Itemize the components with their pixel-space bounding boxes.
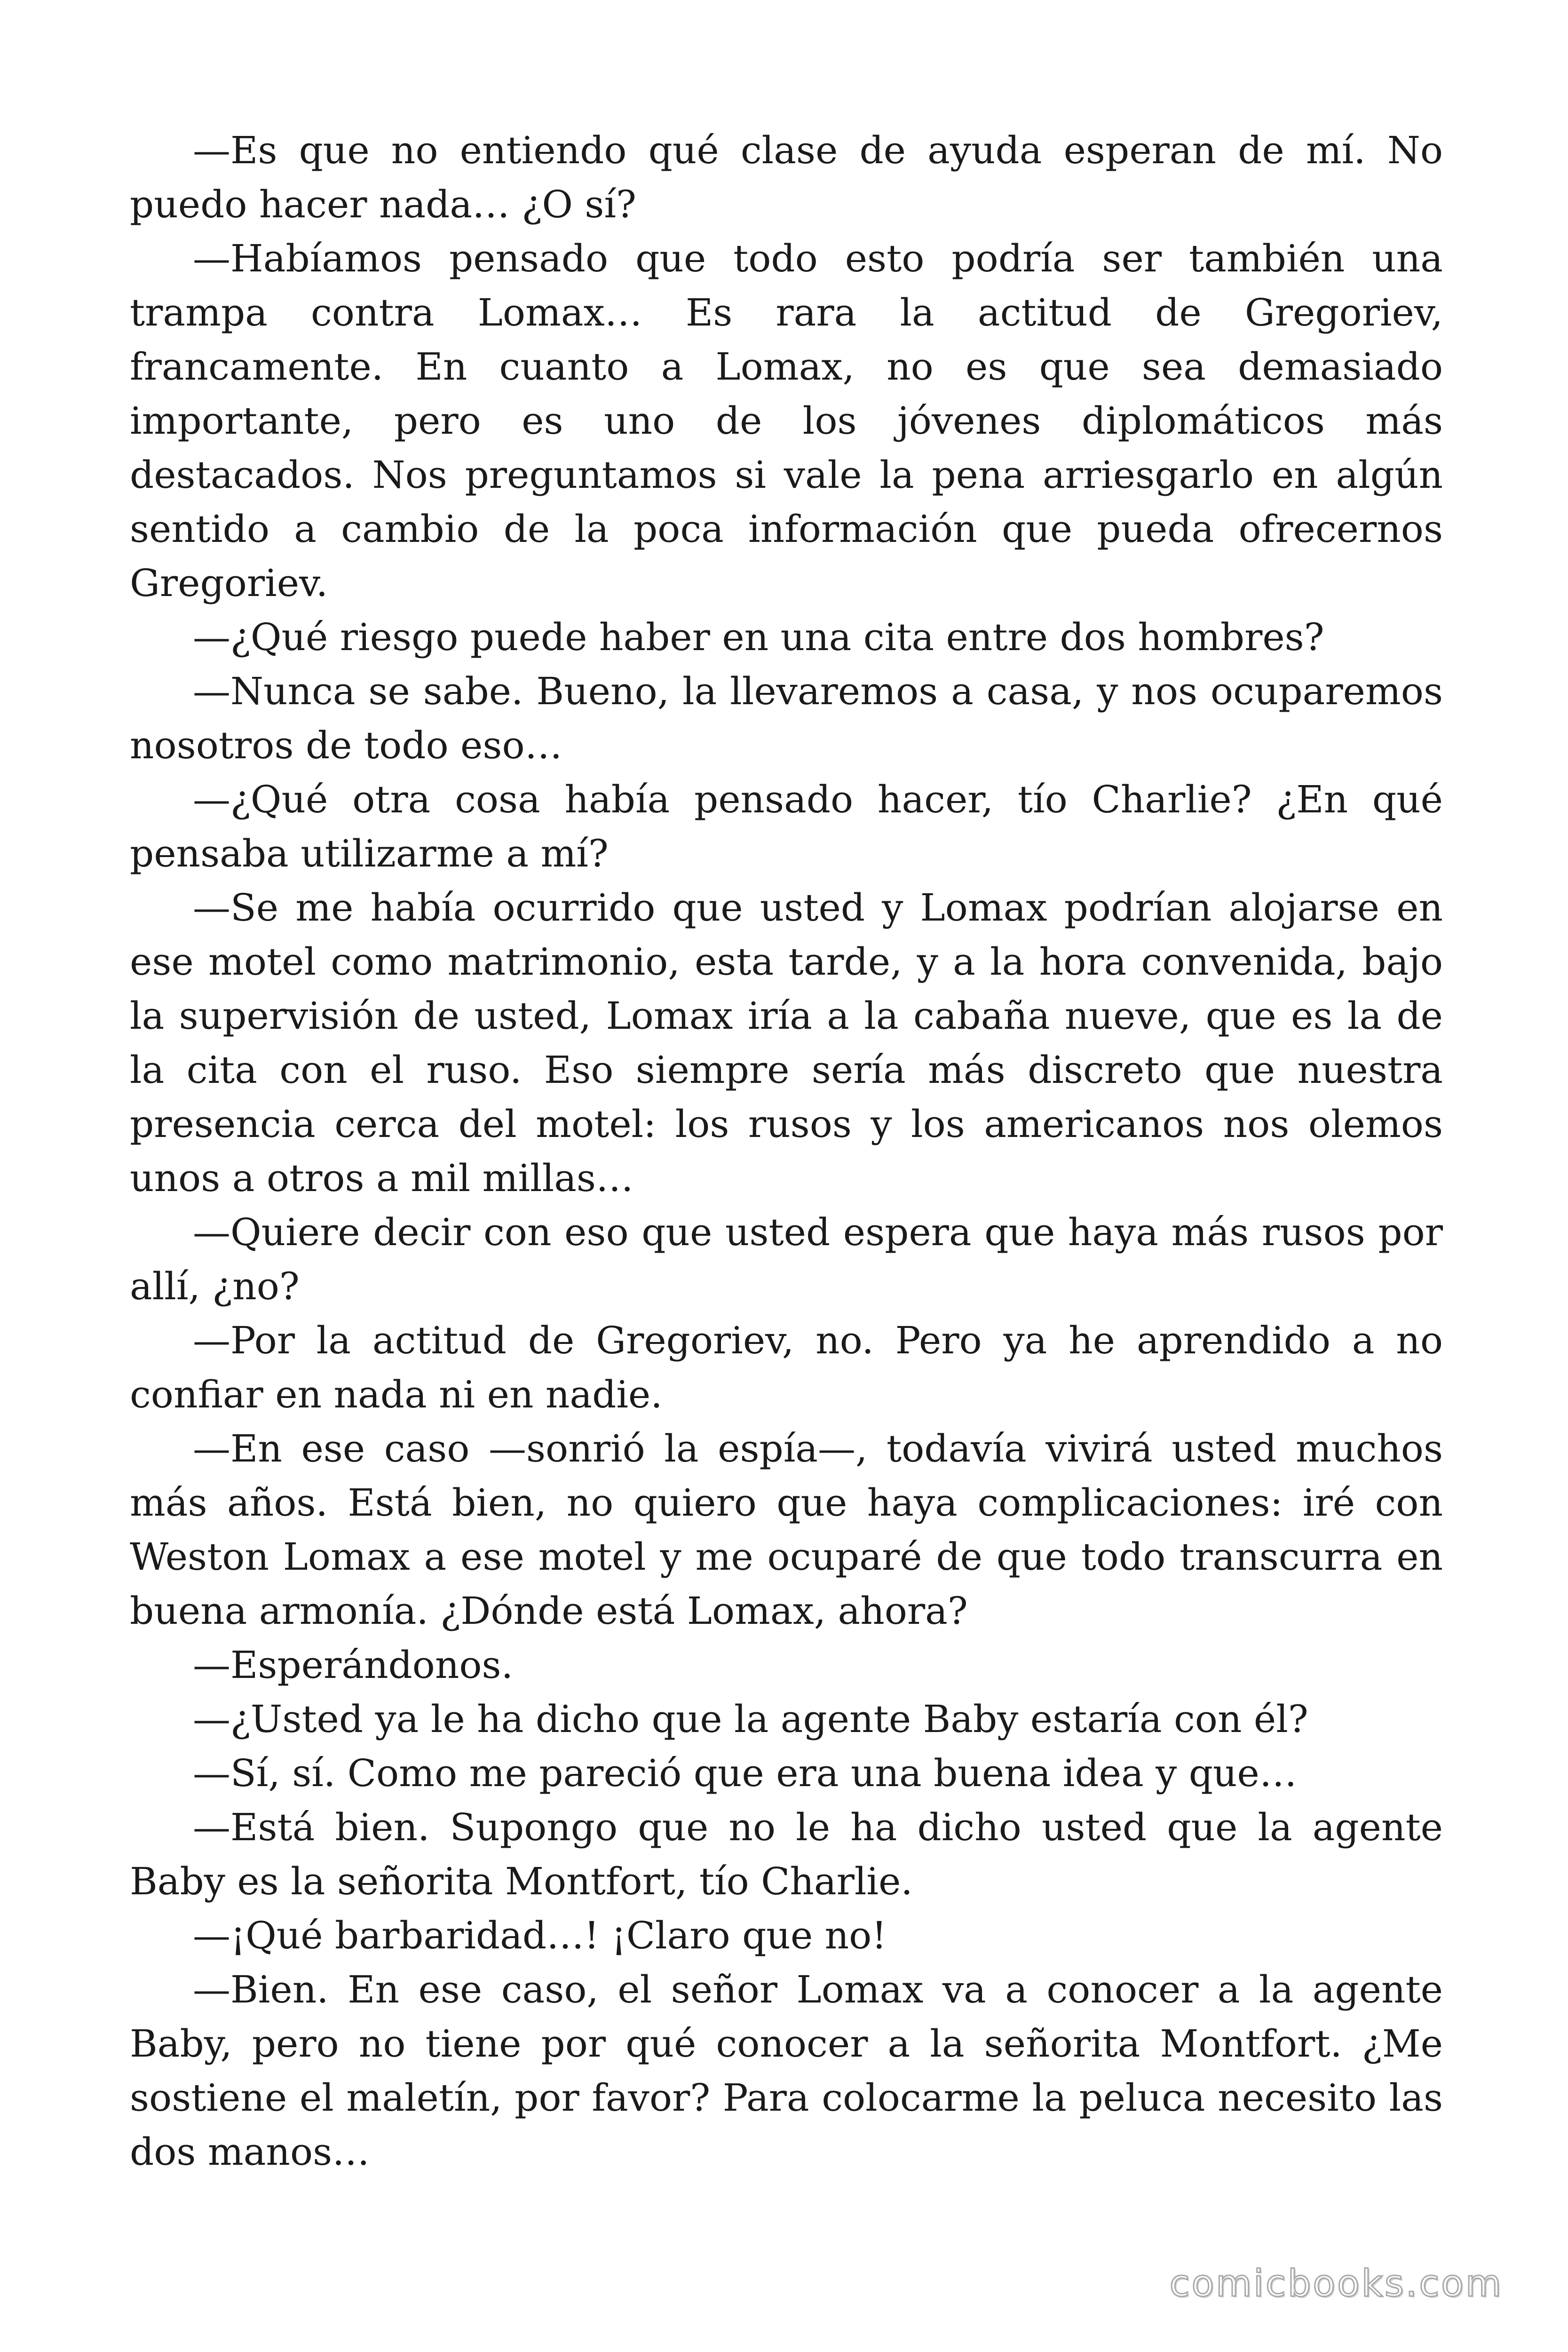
watermark: comicbooks.com	[1169, 2263, 1503, 2305]
paragraph: —¿Qué otra cosa había pensado hacer, tío Charlie? ¿En qué pensaba utilizarme a mí?	[130, 778, 1443, 875]
paragraph: —Es que no entiendo qué clase de ayuda esperan de mí. No puedo hacer nada… ¿O sí?	[130, 128, 1443, 226]
paragraph: —En ese caso —sonrió la espía—, todavía vivirá usted muchos más años. Está bien, no quiero que haya complicaciones: iré con Weston Lomax a ese motel y me ocuparé de que todo transcurra en buena armonía. ¿Dónde está Lomax, ahora?	[130, 1427, 1443, 1633]
paragraph: —Habíamos pensado que todo esto podría ser también una trampa contra Lomax… Es rara la actitud de Gregoriev, francamente. En cuanto a Lomax, no es que sea demasiado importante, pero es uno de los jóvenes diplomáticos más destacados. Nos preguntamos si vale la pena arriesgarlo en algún sentido a cambio de la poca información que pueda ofrecernos Gregoriev.	[130, 237, 1443, 605]
paragraph: —Está bien. Supongo que no le ha dicho usted que la agente Baby es la señorita Montfort, tío Charlie.	[130, 1805, 1443, 1903]
paragraph: —Esperándonos.	[193, 1643, 514, 1687]
page-text	[130, 123, 1443, 2179]
paragraph: —Quiere decir con eso que usted espera que haya más rusos por allí, ¿no?	[130, 1210, 1443, 1308]
paragraph: —Bien. En ese caso, el señor Lomax va a conocer a la agente Baby, pero no tiene por qué conocer a la señorita Montfort. ¿Me sostiene el maletín, por favor? Para colocarme la peluca necesito las dos manos…	[130, 1968, 1443, 2174]
paragraph: —Nunca se sabe. Bueno, la llevaremos a casa, y nos ocuparemos nosotros de todo eso…	[130, 669, 1443, 767]
paragraph: —Se me había ocurrido que usted y Lomax podrían alojarse en ese motel como matrimonio, esta tarde, y a la hora convenida, bajo la supervisión de usted, Lomax iría a la cabaña nueve, que es la de la cita con el ruso. Eso siempre sería más discreto que nuestra presencia cerca del motel: los rusos y los americanos nos olemos unos a otros a mil millas…	[130, 886, 1443, 1200]
paragraph: —¿Qué riesgo puede haber en una cita entre dos hombres?	[193, 615, 1324, 659]
paragraph: —Por la actitud de Gregoriev, no. Pero ya he aprendido a no confiar en nada ni en nadie.	[130, 1319, 1443, 1416]
paragraph: —Sí, sí. Como me pareció que era una buena idea y que…	[193, 1751, 1297, 1795]
paragraph: —¿Usted ya le ha dicho que la agente Baby estaría con él?	[193, 1697, 1308, 1741]
paragraph: —¡Qué barbaridad…! ¡Claro que no!	[193, 1914, 887, 1957]
